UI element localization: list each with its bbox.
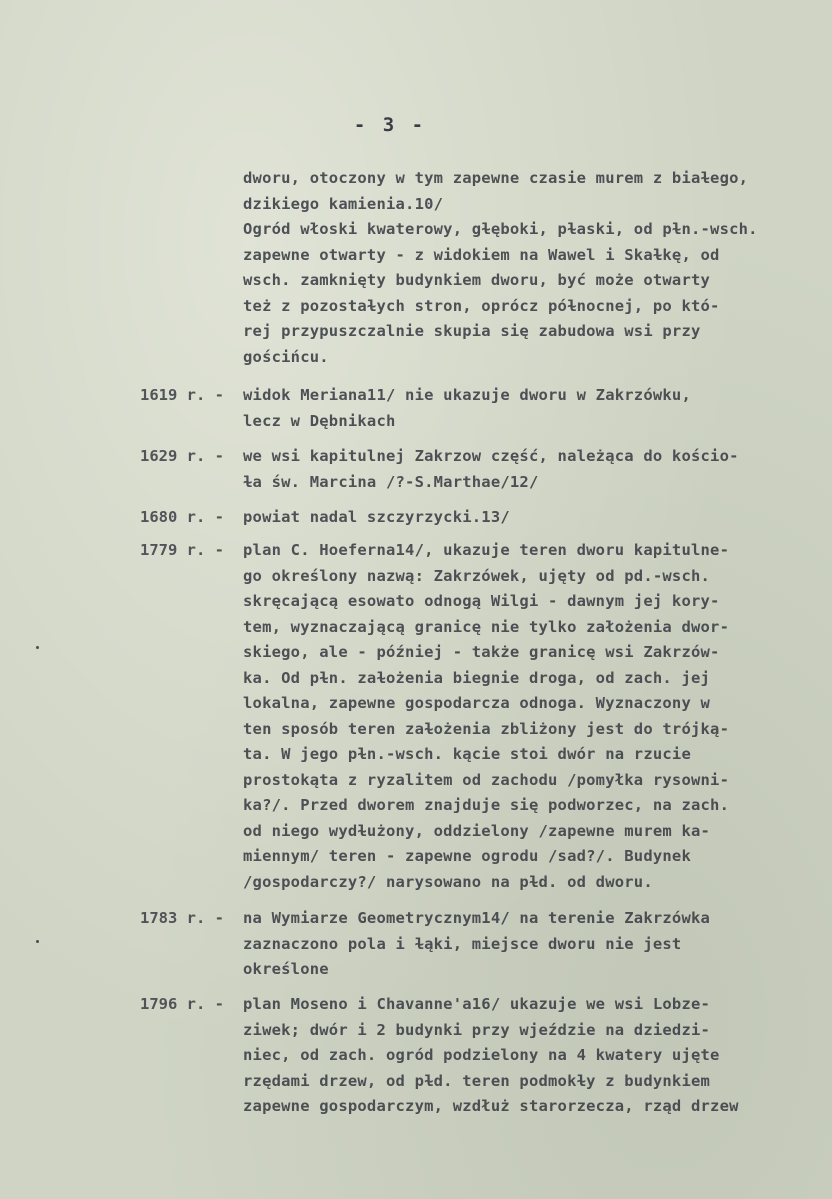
entry-text: na Wymiarze Geometrycznym14/ na terenie Zakrzówka zaznaczono pola i ɫąki, miejsce dworu nie jest określone (243, 909, 711, 978)
entry-year: 1779 r. - (140, 541, 224, 559)
entry-text: we wsi kapitulnej Zakrzow część, należąca do kościo- ɫa św. Marcina /?-S.Marthae/12/ (243, 447, 739, 491)
entry-text: plan Moseno i Chavanne'a16/ ukazuje we wsi Lobze- ziwek; dwór i 2 budynki przy wjeździe na dziedzi- niec, od zach. ogród podzielony na 4 kwatery ujęte rzędami drzew, od pɫd. teren podmokɫy z budynkiem zapewne gospodarczym, wzdłuż starorzecza, rząd drzew (243, 995, 739, 1115)
margin-mark (36, 646, 39, 649)
entry-year: 1783 r. - (140, 909, 224, 927)
intro-text: dworu, otoczony w tym zapewne czasie murem z biaɫego, dzikiego kamienia.10/ Ogród włoski kwaterowy, gɫęboki, pɫaski, od pɫn.-wsch. zapewne otwarty - z widokiem na Wawel i Skaɫkę, od wsch. zamknięty budynkiem dworu, być może otwarty też z pozostaɫych stron, oprócz póɫnocnej, po któ- rej przypuszczalnie skupia się zabudowa wsi przy gościńcu. (243, 169, 758, 366)
entry-year: 1619 r. - (140, 386, 224, 404)
margin-mark (36, 940, 39, 943)
entry-year: 1796 r. - (140, 995, 224, 1013)
entry-year: 1629 r. - (140, 447, 224, 465)
entry-text: widok Meriana11/ nie ukazuje dworu w Zakrzówku, lecz w Dębnikach (243, 386, 691, 430)
entry-text: plan C. Hoeferna14/, ukazuje teren dworu kapitulne- go określony nazwą: Zakrzówek, ujęty od pd.-wsch. skręcającą esowato odnogą Wilgi - dawnym jej kory- tem, wyznaczającą granicę nie tylko założenia dwor- skiego, ale - później - także granicę wsi Zakrzów- ka. Od pɫn. zaɫożenia biegnie droga, od zach. jej lokalna, zapewne gospodarcza odnoga. Wyznaczony w ten sposób teren zaɫożenia zbliżony jest do trójką- ta. W jego pɫn.-wsch. kącie stoi dwór na rzucie prostokąta z ryzalitem od zachodu /pomyłka rysowni- ka?/. Przed dworem znajduje się podworzec, na zach. od niego wydɫużony, oddzielony /zapewne murem ka- miennym/ teren - zapewne ogrodu /sad?/. Budynek /gospodarczy?/ narysowano na pɫd. od dworu. (243, 541, 730, 891)
entry-text: powiat nadal szczyrzycki.13/ (243, 508, 510, 526)
page-number: - 3 - (353, 114, 427, 136)
entry-year: 1680 r. - (140, 508, 224, 526)
